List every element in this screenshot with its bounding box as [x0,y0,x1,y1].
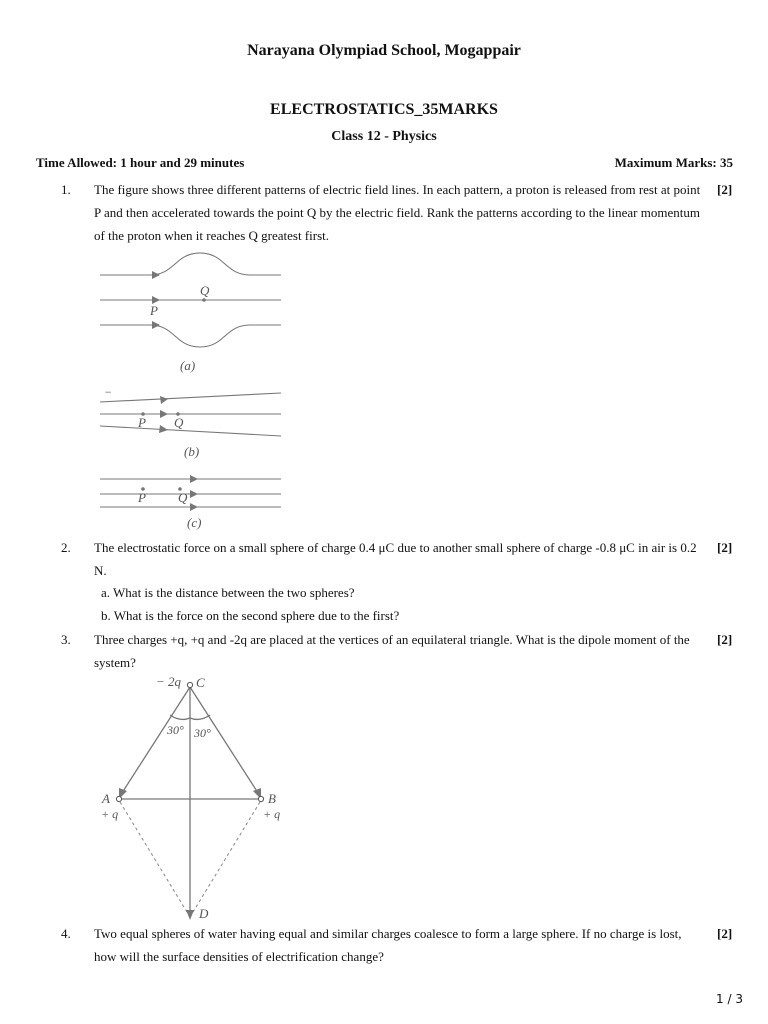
field-line [100,393,281,402]
angle-label-right: 30° [194,726,211,740]
time-allowed: Time Allowed: 1 hour and 29 minutes [36,155,245,170]
charge-a-value: + q [101,807,119,821]
charge-c-value: − 2q [156,674,182,689]
vertex-c-label: C [196,675,205,690]
charge-a [116,796,121,801]
field-lines-figure [90,245,290,535]
arrow-head-icon [152,321,160,329]
charge-c [187,682,192,687]
angle-arc-left [170,715,190,719]
caption-c: (c) [187,515,202,530]
caption-b: (b) [184,444,200,459]
arrow-head-icon [190,490,198,498]
label-q: Q [200,283,210,298]
vector-ca [120,687,190,796]
caption-a: (a) [180,358,196,373]
arrow-head-icon [190,475,198,483]
question-text: The figure shows three different patterns of electric field lines. In each pattern, a proton is released from rest at point P and then accelerated towards the point Q by the electric field. Rank the patterns according to the linear momentum of the proton when it reaches Q greatest first. [94,182,701,243]
school-name: Narayana Olympiad School, Mogappair [247,42,521,59]
question-text: The electrostatic force on a small sphere of charge 0.4 μC due to another small sphere of charge -0.8 μC in air is 0.2 N. [94,540,697,578]
question-number: 1. [61,182,71,197]
arrow-head-icon [160,396,168,404]
vector-cb [190,687,260,796]
question-number: 4. [61,926,71,941]
charge-b [258,796,263,801]
point-d-label: D [199,906,209,921]
triangle-charges-figure [90,672,300,924]
label-p: P [150,303,158,318]
label-p: P [138,415,146,430]
question-marks: [2] [717,182,733,197]
class-subject: Class 12 - Physics [331,129,437,144]
question-marks: [2] [717,926,733,941]
page-number: 1 / 3 [716,992,743,1006]
arrow-head-icon [160,410,168,418]
label-q: Q [174,415,184,430]
arrow-head-icon [190,503,198,511]
question-text: Two equal spheres of water having equal and similar charges coalesce to form a large sphere. If no charge is lost, how will the surface densities of electrification change? [94,926,682,964]
arrow-head-icon [159,425,168,433]
field-line [100,325,281,347]
angle-arc-right [190,715,210,719]
label-minus: − [104,385,113,399]
vertex-a-label: A [102,791,110,806]
label-p: P [138,490,146,505]
arrow-head-icon [152,271,160,279]
question-marks: [2] [717,540,733,555]
question-number: 3. [61,632,71,647]
sub-question: a. What is the distance between the two spheres? [101,585,355,600]
question-text: Three charges +q, +q and -2q are placed at the vertices of an equilateral triangle. What is the dipole moment of the system? [94,632,690,670]
dashed-line-bd [190,802,260,917]
field-line [100,426,281,436]
question-marks: [2] [717,632,733,647]
angle-label-left: 30° [167,723,184,737]
point-q [202,298,206,302]
sub-question: b. What is the force on the second sphere due to the first? [101,608,400,623]
question-number: 2. [61,540,71,555]
dashed-line-ad [120,802,190,917]
label-q: Q [178,490,188,505]
maximum-marks: Maximum Marks: 35 [614,155,733,170]
arrow-head-icon [186,910,194,920]
field-line [100,253,281,275]
vertex-b-label: B [268,791,276,806]
exam-title: ELECTROSTATICS_35MARKS [270,101,498,118]
point-p [153,298,157,302]
charge-b-value: + q [263,807,281,821]
